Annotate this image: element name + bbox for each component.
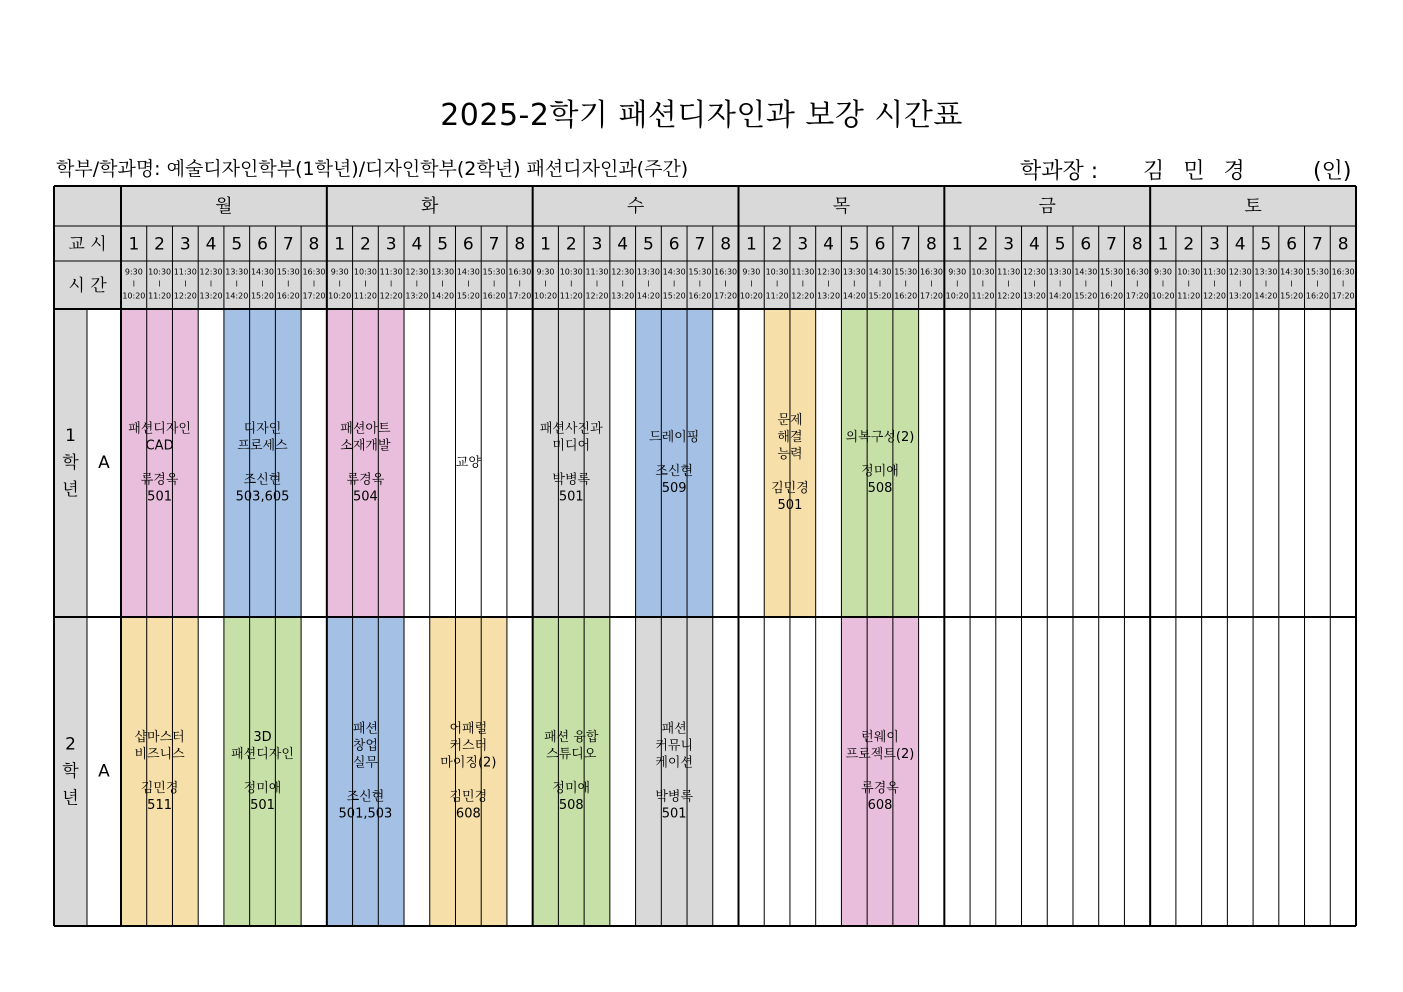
day-header: 금 (1038, 196, 1056, 217)
period-number: 3 (591, 234, 603, 255)
course-text: 511 (147, 798, 173, 813)
time-start: 10:30 (353, 267, 377, 277)
course-text: 패션사진과 (539, 421, 603, 437)
course-text: 608 (455, 806, 481, 822)
period-number: 7 (1311, 234, 1323, 255)
course-text: 503,605 (235, 489, 290, 505)
time-end: 15:20 (250, 291, 275, 301)
grade-label: 학 (62, 761, 79, 782)
course-text: 패션 (661, 721, 687, 737)
time-end: 12:20 (173, 291, 197, 301)
time-separator: l (544, 279, 547, 289)
period-number: 3 (1209, 234, 1220, 255)
course-text: 정미애 (243, 781, 282, 796)
time-start: 14:30 (456, 267, 480, 277)
department-label: 학부/학과명: 예술디자인학부(1학년)/디자인학부(2학년) 패션디자인과(주간) (56, 158, 689, 180)
section-label: A (98, 453, 110, 473)
time-start: 12:30 (405, 267, 429, 277)
period-number: 5 (1260, 234, 1272, 255)
course-block[interactable] (841, 617, 918, 926)
course-text: 패션 (352, 721, 378, 737)
time-separator: l (1161, 279, 1165, 289)
time-separator: l (467, 279, 470, 289)
period-number: 7 (900, 234, 912, 255)
time-start: 12:30 (1022, 267, 1046, 277)
period-number: 5 (437, 234, 449, 255)
time-end: 13:20 (199, 291, 223, 301)
time-start: 12:30 (611, 267, 635, 277)
period-number: 2 (771, 234, 783, 255)
time-end: 10:20 (328, 291, 352, 301)
period-number: 6 (257, 234, 268, 255)
period-number: 1 (334, 234, 346, 255)
day-header: 월 (215, 196, 233, 217)
day-header: 토 (1244, 196, 1262, 217)
grade-label: 년 (62, 480, 79, 500)
course-text: 501 (661, 806, 687, 822)
time-end: 14:20 (842, 291, 866, 301)
time-separator: l (261, 279, 264, 289)
time-separator: l (647, 279, 650, 289)
time-separator: l (1007, 279, 1010, 289)
course-text: 미디어 (552, 438, 591, 454)
course-block[interactable] (121, 617, 198, 926)
time-separator: l (1033, 279, 1036, 289)
course-block[interactable] (636, 309, 713, 617)
time-start: 12:30 (199, 267, 223, 277)
course-text: 501 (558, 489, 584, 505)
time-separator: l (981, 279, 985, 289)
course-text: 501 (250, 798, 275, 813)
day-header: 화 (421, 196, 439, 217)
course-text: 정미애 (861, 464, 899, 479)
course-text: 소재개발 (340, 438, 391, 454)
time-end: 13:20 (611, 291, 635, 301)
period-number: 8 (720, 234, 732, 255)
period-number: 6 (1286, 234, 1298, 255)
course-text: 조신현 (346, 789, 385, 805)
page-title: 2025-2학기 패션디자인과 보강 시간표 (440, 98, 963, 133)
period-number: 5 (848, 234, 860, 255)
time-start: 15:30 (688, 267, 712, 277)
time-end: 10:20 (534, 291, 558, 301)
time-end: 11:20 (1177, 291, 1201, 301)
course-text: 비즈니스 (134, 747, 185, 762)
time-end: 11:20 (559, 291, 583, 301)
time-end: 14:20 (1254, 291, 1278, 301)
time-end: 16:20 (894, 291, 918, 301)
course-text: 의복구성(2) (845, 430, 915, 445)
period-number: 2 (360, 234, 371, 255)
time-start: 10:30 (1177, 267, 1201, 277)
period-number: 2 (154, 234, 166, 255)
time-start: 13:30 (842, 267, 866, 277)
time-end: 11:20 (353, 291, 377, 301)
time-start: 10:30 (559, 267, 583, 277)
time-end: 10:20 (1151, 291, 1175, 301)
period-number: 4 (411, 234, 423, 255)
time-separator: l (441, 279, 444, 289)
time-separator: l (595, 279, 599, 289)
time-end: 17:20 (302, 291, 326, 301)
course-text: 패션디자인 (231, 747, 294, 762)
time-start: 15:30 (276, 267, 300, 277)
period-number: 4 (1028, 234, 1040, 255)
course-text: 501 (147, 489, 173, 505)
time-end: 16:20 (276, 291, 300, 301)
time-separator: l (492, 279, 496, 289)
course-text: CAD (145, 438, 174, 454)
time-separator: l (930, 279, 933, 289)
time-end: 15:20 (1280, 291, 1304, 301)
course-text: 교양 (455, 455, 481, 471)
course-text: 케이션 (655, 755, 694, 771)
period-number: 1 (951, 234, 963, 255)
time-start: 15:30 (1100, 267, 1124, 277)
time-end: 14:20 (225, 291, 249, 301)
time-separator: l (878, 279, 882, 289)
time-separator: l (1213, 279, 1216, 289)
period-number: 6 (1080, 234, 1092, 255)
time-separator: l (1290, 279, 1293, 289)
time-start: 9:30 (330, 267, 349, 277)
time-end: 15:20 (1074, 291, 1098, 301)
time-separator: l (570, 279, 573, 289)
time-start: 16:30 (302, 267, 326, 277)
grade-label: 학 (62, 453, 79, 473)
period-number: 4 (205, 234, 217, 255)
time-separator: l (1084, 279, 1087, 289)
course-text: 드레이핑 (649, 430, 700, 445)
period-number: 2 (1183, 234, 1195, 255)
time-end: 12:20 (585, 291, 609, 301)
time-separator: l (801, 279, 804, 289)
course-block[interactable] (224, 309, 301, 617)
course-text: 608 (867, 798, 893, 813)
period-number: 8 (308, 234, 320, 255)
time-end: 10:20 (945, 291, 969, 301)
time-end: 16:20 (1305, 291, 1329, 301)
time-end: 13:20 (817, 291, 841, 301)
time-start: 9:30 (948, 267, 967, 277)
course-block[interactable] (430, 617, 507, 926)
period-number: 8 (1337, 234, 1349, 255)
course-text: 류경옥 (346, 472, 385, 488)
time-separator: l (1342, 279, 1345, 289)
time-start: 13:30 (1254, 267, 1278, 277)
time-start: 11:30 (1202, 267, 1227, 277)
course-text: 스튜디오 (546, 747, 597, 762)
period-number: 8 (1131, 234, 1143, 255)
time-separator: l (287, 279, 290, 289)
time-separator: l (673, 279, 676, 289)
course-text: 디자인 (243, 421, 282, 437)
time-start: 10:30 (765, 267, 789, 277)
time-start: 16:30 (714, 267, 738, 277)
time-end: 17:20 (508, 291, 532, 301)
time-end: 13:20 (1022, 291, 1046, 301)
time-end: 12:20 (791, 291, 815, 301)
time-end: 10:20 (122, 291, 146, 301)
time-separator: l (1110, 279, 1113, 289)
time-separator: l (158, 279, 161, 289)
period-number: 3 (385, 234, 397, 255)
time-start: 14:30 (662, 267, 686, 277)
time-end: 13:20 (1228, 291, 1252, 301)
seal-mark: (인) (1313, 159, 1352, 184)
time-separator: l (235, 279, 238, 289)
time-end: 11:20 (765, 291, 789, 301)
time-end: 17:20 (714, 291, 738, 301)
period-number: 4 (617, 234, 629, 255)
course-text: 조신현 (243, 472, 282, 488)
time-separator: l (1264, 279, 1268, 289)
time-start: 13:30 (636, 267, 660, 277)
time-end: 11:20 (971, 291, 995, 301)
time-end: 11:20 (148, 291, 172, 301)
time-start: 14:30 (868, 267, 892, 277)
time-separator: l (1136, 279, 1139, 289)
course-block[interactable] (327, 309, 404, 617)
day-header: 목 (832, 196, 851, 217)
time-end: 12:20 (1202, 291, 1227, 301)
period-number: 7 (694, 234, 706, 255)
time-start: 11:30 (997, 267, 1021, 277)
time-start: 13:30 (225, 267, 249, 277)
course-block[interactable] (533, 617, 610, 926)
course-block[interactable] (636, 617, 713, 926)
course-block[interactable] (841, 309, 918, 617)
course-text: 문제 (777, 413, 803, 428)
course-text: 프로세스 (237, 438, 288, 454)
time-separator: l (827, 279, 830, 289)
grade-label: 년 (62, 788, 79, 809)
course-text: 런웨이 (861, 730, 899, 745)
course-block[interactable] (533, 309, 610, 617)
period-number: 7 (282, 234, 294, 255)
period-number: 8 (926, 234, 937, 255)
time-separator: l (1239, 279, 1242, 289)
time-end: 16:20 (482, 291, 506, 301)
course-text: 김민경 (771, 481, 809, 496)
time-start: 15:30 (482, 267, 506, 277)
department-head-label: 학과장 : (1020, 159, 1099, 184)
period-number: 5 (231, 234, 243, 255)
period-number: 6 (462, 234, 474, 255)
course-text: 실무 (352, 755, 378, 771)
time-end: 12:20 (997, 291, 1021, 301)
course-text: 샵마스터 (134, 730, 185, 745)
course-block[interactable] (327, 617, 404, 926)
time-start: 15:30 (894, 267, 918, 277)
time-start: 16:30 (919, 267, 943, 277)
time-start: 16:30 (1125, 267, 1149, 277)
period-number: 1 (1157, 234, 1169, 255)
time-end: 17:20 (919, 291, 943, 301)
time-end: 10:20 (739, 291, 763, 301)
time-end: 16:20 (1100, 291, 1124, 301)
period-number: 7 (1106, 234, 1117, 255)
period-number: 2 (977, 234, 989, 255)
time-separator: l (853, 279, 856, 289)
course-text: 어패럴 (449, 721, 488, 737)
course-text: 커뮤니 (655, 738, 694, 754)
course-text: 박병록 (655, 789, 694, 805)
course-block[interactable] (121, 309, 198, 617)
time-start: 12:30 (817, 267, 841, 277)
section-label: A (98, 761, 110, 782)
period-number: 3 (179, 234, 191, 255)
time-start: 10:30 (971, 267, 995, 277)
time-separator: l (750, 279, 753, 289)
time-end: 13:20 (405, 291, 429, 301)
time-separator: l (132, 279, 135, 289)
time-separator: l (415, 279, 419, 289)
period-number: 7 (488, 234, 500, 255)
course-text: 3D (253, 730, 272, 745)
department-head-name: 김 민 경 (1143, 159, 1251, 184)
time-end: 14:20 (1048, 291, 1072, 301)
time-start: 11:30 (585, 267, 609, 277)
time-separator: l (184, 279, 187, 289)
course-text: 류경옥 (861, 781, 899, 796)
period-number: 5 (1054, 234, 1066, 255)
course-text: 해결 (777, 430, 803, 445)
time-separator: l (1187, 279, 1190, 289)
course-text: 김민경 (140, 781, 179, 796)
course-text: 504 (353, 489, 378, 505)
time-separator: l (518, 279, 521, 289)
course-text: 능력 (777, 447, 803, 462)
time-separator: l (775, 279, 779, 289)
time-separator: l (724, 279, 727, 289)
time-end: 14:20 (431, 291, 455, 301)
course-text: 류경옥 (140, 472, 179, 488)
course-text: 정미애 (552, 781, 591, 796)
time-separator: l (312, 279, 316, 289)
time-row-label: 시 간 (68, 276, 107, 296)
course-text: 프로젝트(2) (845, 747, 915, 762)
course-text: 창업 (352, 738, 378, 754)
time-start: 13:30 (1048, 267, 1072, 277)
time-start: 11:30 (173, 267, 197, 277)
time-start: 9:30 (124, 267, 143, 277)
course-text: 마이징(2) (440, 755, 497, 771)
period-number: 6 (668, 234, 680, 255)
time-end: 14:20 (636, 291, 660, 301)
period-number: 8 (514, 234, 526, 255)
time-end: 17:20 (1331, 291, 1355, 301)
time-separator: l (956, 279, 959, 289)
period-number: 4 (823, 234, 834, 255)
time-end: 15:20 (662, 291, 686, 301)
course-text: 박병록 (552, 472, 591, 488)
course-text: 조신현 (655, 464, 694, 479)
period-number: 2 (565, 234, 577, 255)
time-start: 9:30 (536, 267, 555, 277)
period-number: 3 (797, 234, 809, 255)
time-separator: l (209, 279, 213, 289)
time-end: 16:20 (688, 291, 712, 301)
period-number: 1 (128, 234, 140, 255)
time-separator: l (904, 279, 907, 289)
course-text: 패션아트 (340, 421, 391, 437)
course-text: 김민경 (449, 789, 488, 805)
course-text: 501,503 (338, 806, 393, 822)
day-header: 수 (626, 196, 645, 217)
course-text: 501 (777, 498, 803, 513)
period-number: 1 (540, 234, 551, 255)
time-start: 16:30 (508, 267, 532, 277)
course-text: 커스터 (449, 738, 488, 754)
period-number: 1 (745, 234, 757, 255)
course-text: 509 (661, 481, 687, 496)
time-start: 16:30 (1331, 267, 1355, 277)
time-separator: l (1058, 279, 1062, 289)
time-end: 12:20 (379, 291, 403, 301)
time-start: 15:30 (1305, 267, 1329, 277)
time-start: 11:30 (791, 267, 815, 277)
time-end: 17:20 (1125, 291, 1149, 301)
period-number: 3 (1003, 234, 1015, 255)
period-number: 6 (874, 234, 886, 255)
time-start: 11:30 (379, 267, 403, 277)
course-text: 패션 융합 (544, 730, 599, 745)
course-block[interactable] (224, 617, 301, 926)
time-start: 10:30 (148, 267, 172, 277)
grade-label: 2 (65, 734, 76, 755)
time-separator: l (621, 279, 624, 289)
time-end: 15:20 (456, 291, 480, 301)
time-start: 9:30 (742, 267, 761, 277)
time-separator: l (338, 279, 341, 289)
time-start: 14:30 (250, 267, 275, 277)
time-start: 13:30 (431, 267, 455, 277)
course-text: 패션디자인 (128, 421, 191, 437)
period-row-label: 교 시 (68, 234, 107, 255)
time-separator: l (390, 279, 393, 289)
time-separator: l (1316, 279, 1319, 289)
course-text: 508 (867, 481, 893, 496)
time-separator: l (364, 279, 367, 289)
period-number: 5 (643, 234, 654, 255)
period-number: 4 (1234, 234, 1246, 255)
time-start: 12:30 (1228, 267, 1252, 277)
time-start: 14:30 (1074, 267, 1098, 277)
grade-label: 1 (65, 426, 76, 446)
time-start: 14:30 (1280, 267, 1304, 277)
course-text: 508 (558, 798, 584, 813)
time-end: 15:20 (868, 291, 892, 301)
time-separator: l (698, 279, 702, 289)
time-start: 9:30 (1154, 267, 1173, 277)
